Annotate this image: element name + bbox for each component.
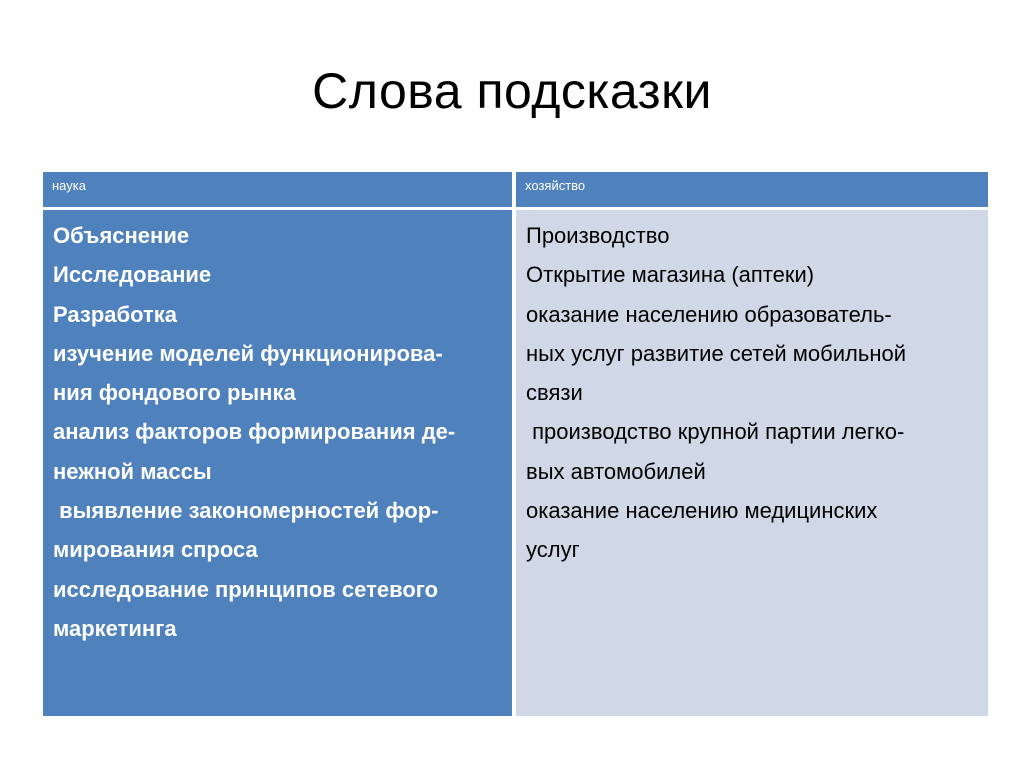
science-line: анализ факторов формирования де- bbox=[53, 419, 456, 445]
economy-line: услуг bbox=[526, 537, 580, 563]
science-line: Исследование bbox=[53, 262, 212, 288]
economy-line: связи bbox=[526, 380, 583, 406]
economy-line: ных услуг развитие сетей мобильной bbox=[526, 340, 906, 366]
science-line: Объяснение bbox=[53, 223, 190, 248]
economy-line: вых автомобилей bbox=[526, 458, 706, 484]
science-line: выявление закономерностей фор- bbox=[53, 498, 439, 524]
science-line: мирования спроса bbox=[53, 537, 258, 563]
science-line: изучение моделей функционирова- bbox=[53, 340, 443, 366]
economy-line: оказание населению образователь- bbox=[526, 301, 892, 327]
science-line: исследование принципов сетевого bbox=[53, 576, 439, 602]
science-line: ния фондового рынка bbox=[53, 380, 296, 406]
header-science: наука bbox=[43, 172, 512, 207]
science-line: нежной массы bbox=[53, 458, 212, 484]
economy-line: Открытие магазина (аптеки) bbox=[526, 262, 815, 288]
slide-title: Слова подсказки bbox=[312, 63, 712, 119]
header-economy: хозяйство bbox=[516, 172, 988, 207]
science-line: маркетинга bbox=[53, 615, 177, 641]
economy-cell bbox=[516, 210, 988, 716]
economy-line: Производство bbox=[526, 223, 670, 248]
economy-line: производство крупной партии легко- bbox=[526, 419, 905, 445]
science-cell bbox=[43, 210, 512, 716]
comparison-table bbox=[42, 172, 989, 717]
science-line: Разработка bbox=[53, 301, 177, 327]
economy-line: оказание населению медицинских bbox=[526, 498, 878, 524]
